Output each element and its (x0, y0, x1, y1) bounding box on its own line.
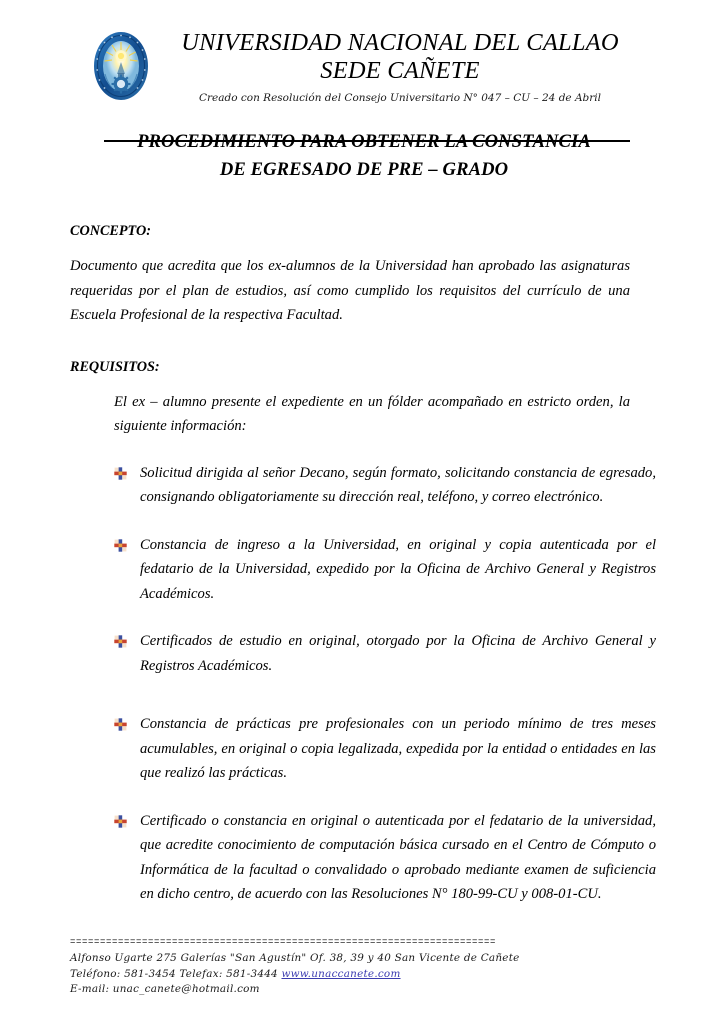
university-name-line1: UNIVERSIDAD NACIONAL DEL CALLAO (181, 29, 619, 56)
footer-phone-line (70, 967, 650, 983)
list-item-text: Constancia de prácticas pre profesionales con un periodo mínimo de tres meses acumulables, en original o copia legalizada, expedida por la entidad o entidades en las que realizó las prácticas. (140, 716, 656, 781)
concepto-heading: CONCEPTO: (70, 223, 151, 239)
requisitos-heading: REQUISITOS: (70, 358, 160, 375)
multicolor-cross-bullet-icon (114, 815, 127, 828)
list-item (114, 461, 656, 510)
multicolor-cross-bullet-icon (114, 467, 127, 480)
letterhead (0, 28, 728, 114)
spacer (70, 328, 630, 358)
footer-address: Alfonso Ugarte 275 Galerías "San Agustín" Of. 38, 39 y 40 San Vicente de Cañete (70, 952, 520, 964)
list-item-text: Constancia de ingreso a la Universidad, en original y copia autenticada por el fedatario de la Universidad, expedido por la Oficina de Archivo General y Registros Académicos. (140, 536, 656, 602)
requisitos-intro-paragraph: El ex – alumno presente el expediente en un fólder acompañado en estricto orden, la siguiente información: (114, 393, 630, 434)
page-title (74, 128, 654, 184)
footer-separator: ======================================================================= (70, 938, 497, 947)
document-body (70, 222, 656, 907)
list-item (114, 809, 656, 907)
multicolor-cross-bullet-icon (114, 718, 127, 731)
requisitos-list (70, 461, 656, 907)
university-name-block (150, 28, 650, 85)
footer-phone-text: Teléfono: 581-3454 Telefax: 581-3444 (70, 967, 282, 980)
spacer (70, 439, 630, 461)
page-title-line2: DE EGRESADO DE PRE – GRADO (219, 159, 509, 180)
list-item-text: Certificados de estudio en original, otorgado por la Oficina de Archivo General y Registros Académicos. (140, 633, 656, 674)
list-item (114, 712, 656, 786)
list-item (114, 533, 656, 607)
footer-website-link[interactable]: www.unaccanete.com (281, 967, 401, 980)
university-name-line2: SEDE CAÑETE (320, 57, 480, 84)
footer-email: E-mail: unac_canete@hotmail.com (70, 983, 260, 995)
list-item (114, 629, 656, 678)
letterhead-subtitle: Creado con Resolución del Consejo Universitario N° 047 – CU – 24 de Abril (198, 92, 602, 104)
multicolor-cross-bullet-icon (114, 539, 127, 552)
list-item-text: Certificado o constancia en original o autenticada por el fedatario de la universidad, que acredite conocimiento de computación básica cursado en el Centro de Cómputo o Informática de la facultad o convalidado o aprobado mediante examen de suficiencia en dicho centro, de acuerdo con las Resoluciones N° 180-99-CU y 008-01-CU. (140, 812, 656, 902)
list-item-text: Solicitud dirigida al señor Decano, según formato, solicitando constancia de egresado, consignando obligatoriamente su dirección real, teléfono, y correo electrónico. (140, 464, 656, 505)
university-shield-emblem-icon (92, 30, 150, 102)
concepto-paragraph: Documento que acredita que los ex-alumnos de la Universidad han aprobado las asignaturas requeridas por el plan de estudios, así como cumplido los requisitos del currículo de una Escuela Profesional de la respectiva Facultad. (70, 258, 630, 323)
page-title-line1: PROCEDIMIENTO PARA OBTENER LA CONSTANCIA (137, 131, 591, 152)
page-footer (70, 938, 650, 998)
multicolor-cross-bullet-icon (114, 635, 127, 648)
